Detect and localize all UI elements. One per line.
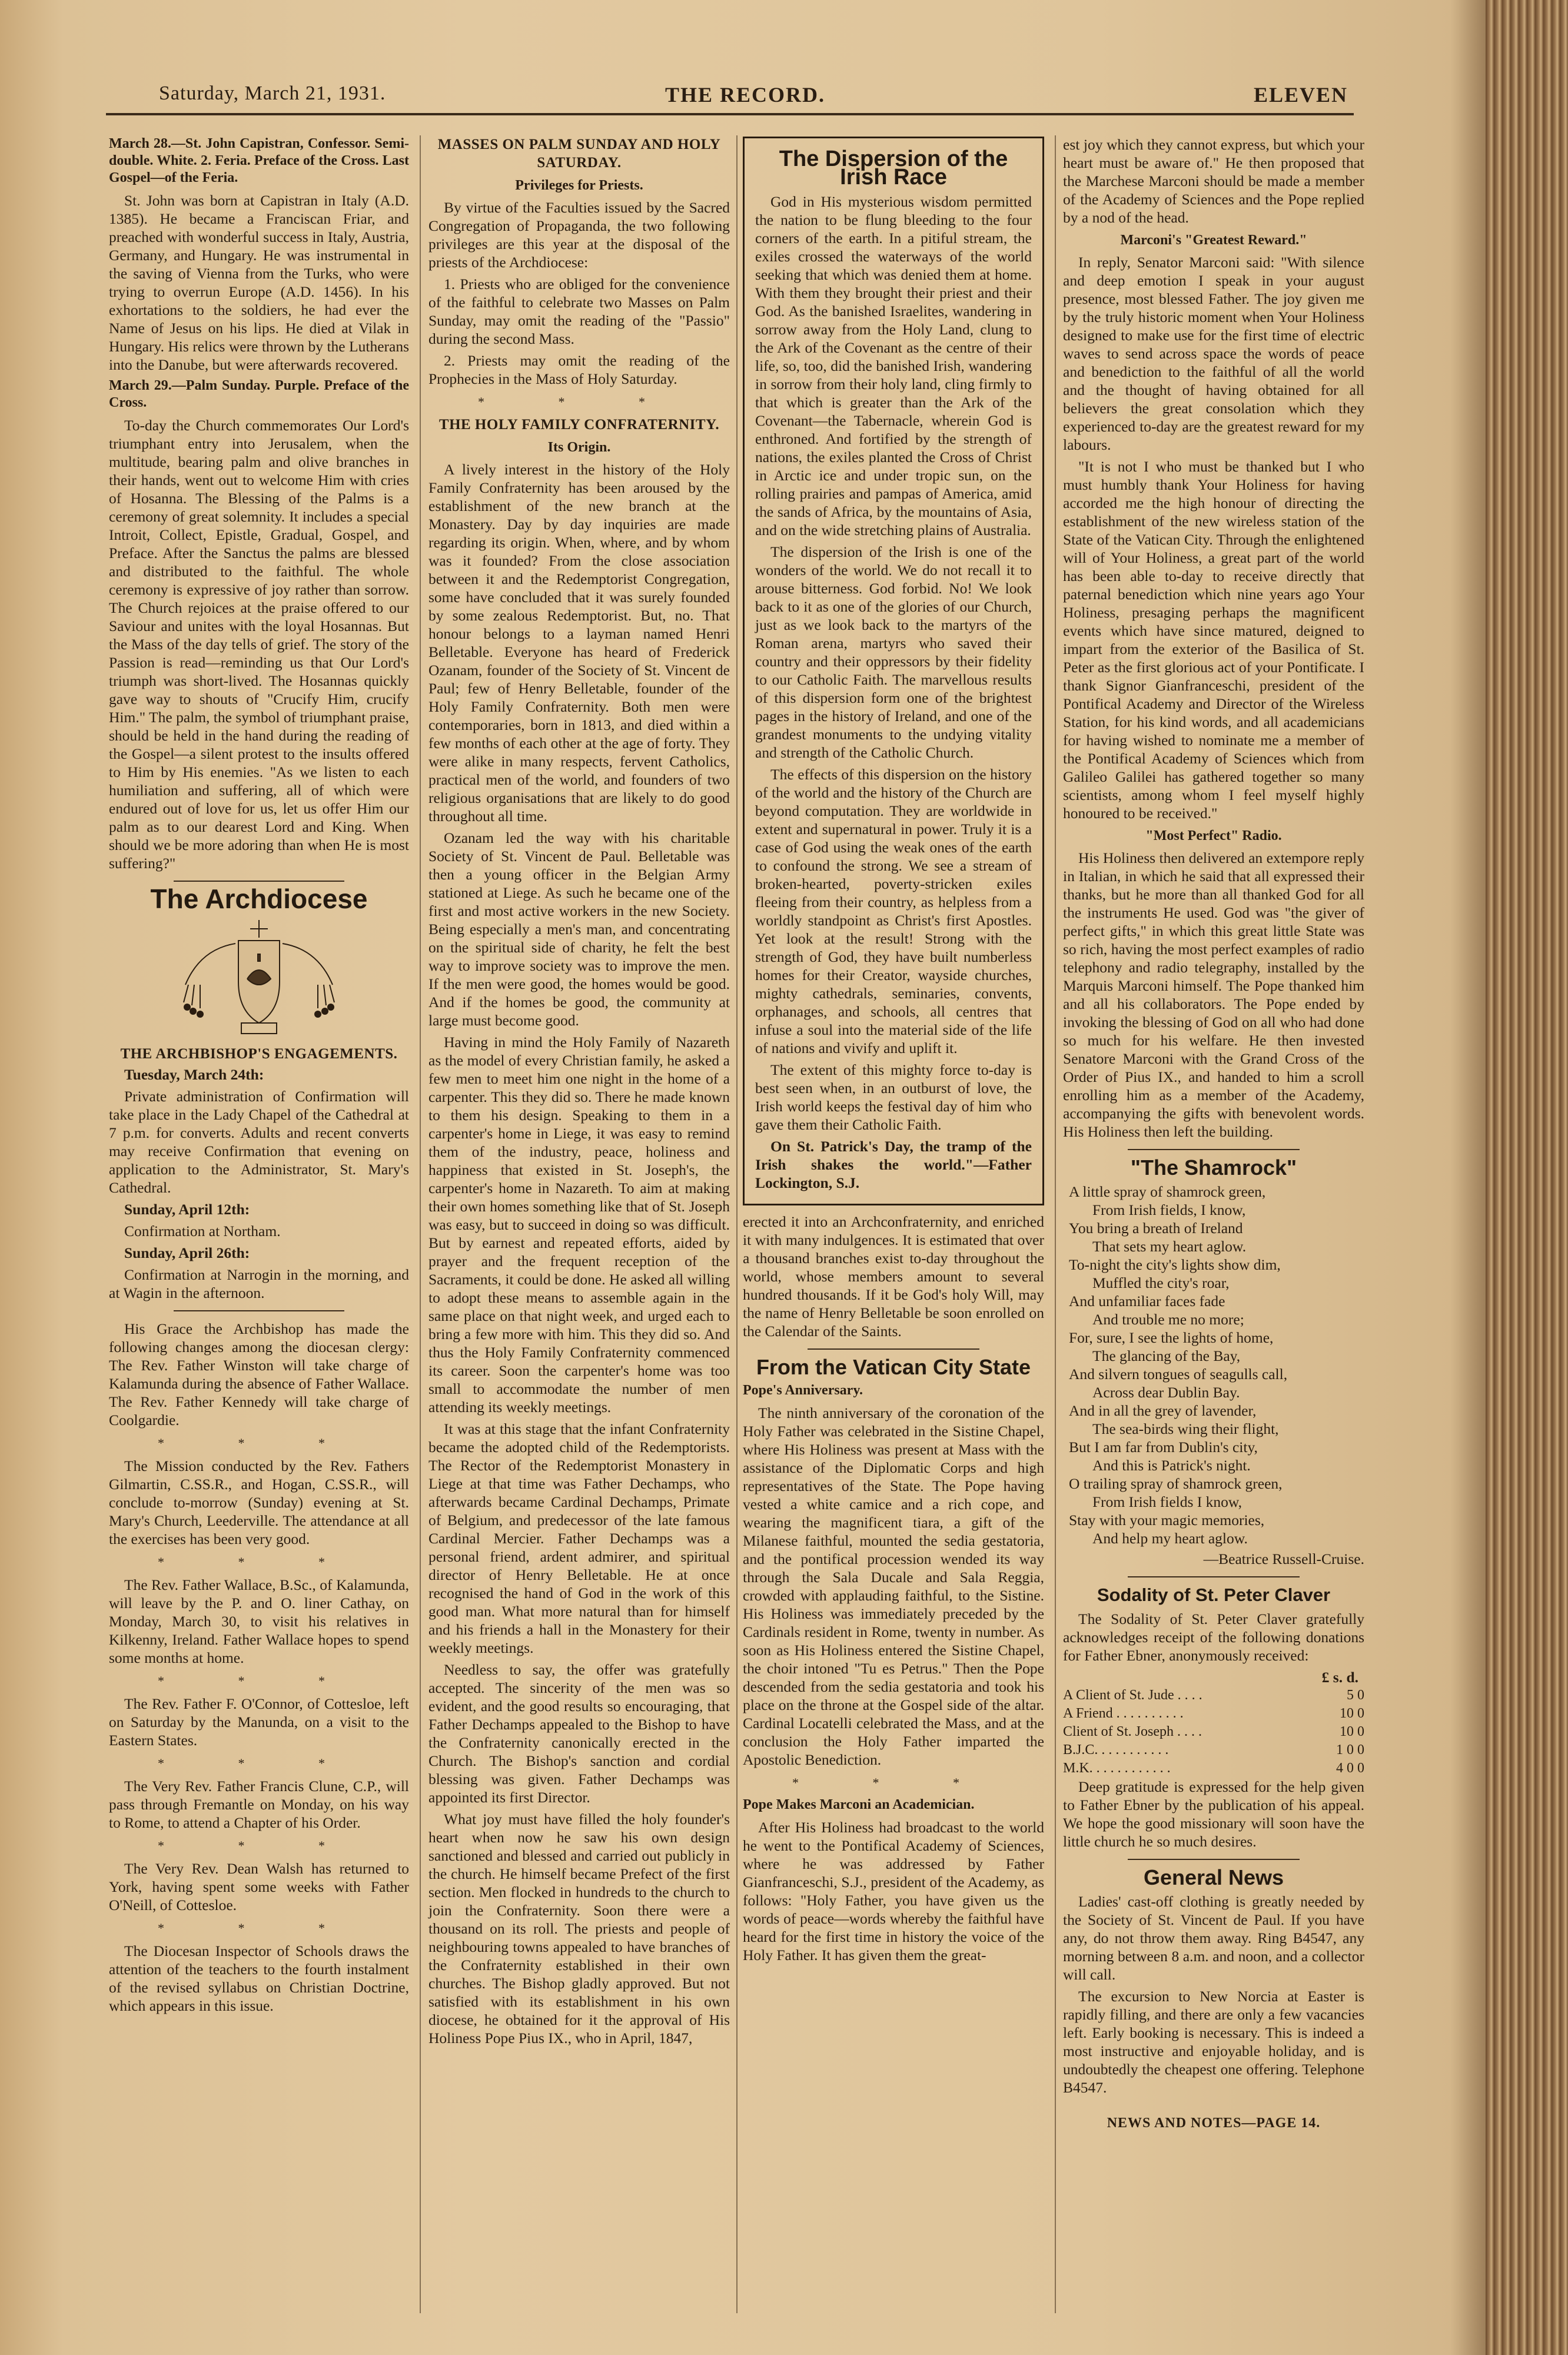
poem-line: But I am far from Dublin's city, [1069,1439,1258,1456]
paragraph: His Holiness then delivered an extempore reply in Italian, in which he said that all expressed their thanks, but he more than all thanked God for all the instruments He used. God was "the giver of perfect gifts," in which this great little State was so rich, having the most perfect examples of radio telephony and radio telegraphy, installed by the Marquis Marconi himself. The Pope thanked him and all his collaborators. The Pope ended by invoking the blessing of God on all who had done so much for his welfare. He then invested Senatore Marconi with the Grand Cross of the Order of Pius IX., and handed to him a scroll enrolling him as a member of the Academy, accompanying the gifts with benevolent words. His Holiness then left the building. [1063,849,1364,1140]
star-separator: * * * [158,1436,360,1450]
poem-title: "The Shamrock" [1130,1155,1297,1180]
paragraph: What joy must have filled the holy founder's heart when now he saw his own design sanctioned and blessed and carried out publicly in the church. He himself became Prefect of the first section. Men flocked in hundreds to the church to join the Confraternity. Soon there were a thousand on its roll. The priests and people of neighbouring towns appealed to have branches of the Confraternity established in their own churches. The Bishop gladly approved. But not satisfied with its establishment in his own diocese, he obtained for it the approval of His Holiness Pope Pius IX., who in April, 1847, [428,1811,730,2047]
donor-name: A Friend . . . . . . . . . . [1063,1706,1184,1721]
archdiocese-crest-icon [171,914,347,1038]
paragraph: By virtue of the Faculties issued by the Sacred Congregation of Propaganda, the two following privileges are this year at the disposal of the priests of the Archdiocese: [428,199,730,271]
paragraph: The Sodality of St. Peter Claver gratefully acknowledges receipt of the following donations for Father Ebner, anonymously received: [1063,1610,1364,1664]
donation-row [1063,1686,1364,1705]
calendar-entry: March 28.—St. John Capistran, Confessor. Semi-double. White. 2. Feria. Preface of the Cross. Last Gospel—of the Feria. [109,136,409,185]
engagement-text: Private administration of Confirmation will take place in the Lady Chapel of the Cathedral at 7 p.m. for converts. Adults and recent converts may receive Confirmation that evening on application to the Administrator, St. Mary's Cathedral. [109,1088,409,1196]
separator [1128,1149,1300,1150]
engagements-heading: THE ARCHBISHOP'S ENGAGEMENTS. [120,1046,398,1062]
poem-line: O trailing spray of shamrock green, [1069,1475,1283,1492]
engagement-date: Sunday, April 12th: [124,1201,250,1218]
donor-name: Client of St. Joseph . . . . [1063,1724,1202,1739]
donation-amount: 10 0 [1340,1724,1364,1739]
donation-amount: 1 0 0 [1336,1742,1364,1758]
paragraph: 1. Priests who are obliged for the convenience of the faithful to celebrate two Masses on Palm Sunday, may omit the reading of the "Passio" during the second Mass. [428,275,730,347]
paragraph: erected it into an Archconfraternity, and enriched it with many indulgences. It is estimated that over a thousand branches exist to-day throughout the world, whose members amount to several hundred thousands. If it be God's holy Will, may the name of Henry Belletable be soon enrolled on the Calendar of the Saints. [743,1213,1044,1340]
poem-line: And in all the grey of lavender, [1069,1402,1257,1419]
donation-currency-header: £ s. d. [1321,1669,1358,1686]
poem-line: The glancing of the Bay, [1092,1347,1241,1364]
paragraph: Deep gratitude is expressed for the help given to Father Ebner by the publication of his appeal. We hope the good missionary will soon have the little church he so much desires. [1063,1778,1364,1850]
paragraph: The Rev. Father F. O'Connor, of Cottesloe, left on Saturday by the Manunda, on a visit to the Eastern States. [109,1695,409,1749]
donation-row [1063,1741,1364,1759]
poem-line: From Irish fields I know, [1092,1493,1243,1510]
donation-row [1063,1723,1364,1741]
general-news-heading: General News [1143,1865,1284,1889]
poem-line: Stay with your magic memories, [1069,1512,1265,1529]
paragraph: God in His mysterious wisdom permitted the nation to be flung bleeding to the four corners of the earth. In a pitiful stream, the exiles crossed the waterways of the world seeking that which was denied them at home. With them they brought their priest and their God. As the banished Israelites, wandering in sorrow away from the Holy Land, clung to the Ark of the Covenant as the centre of their life, so, too, did the banished Irish, wandering in sorrow from their holy land, cling firmly to that which is greater than the Ark of the Covenant—the Tabernacle, wherein God is enthroned. And fortified by the strength of nations, the exiles planted the Cross of Christ in Arctic ice and under tropic sun, on the rolling prairies and pampas of America, amid the sands of Africa, by the mountains of Asia, and on the wide stretching plains of Australia. [755,193,1032,539]
donation-row [1063,1705,1364,1723]
header-page-number: ELEVEN [1254,83,1348,107]
paragraph: est joy which they cannot express, but which your heart must be aware of." He then proposed that the Marchese Marconi should be made a member of the Academy of Sciences and the Pope replied by a nod of the head. [1063,136,1364,226]
poem-line: And silvern tongues of seagulls call, [1069,1366,1288,1383]
column-2 [428,135,730,2051]
paragraph: In reply, Senator Marconi said: "With silence and deep emotion I speak in your august presence, most blessed Father. The joy given me by the truly historic moment when Your Holiness designed to make use for the first time of electric waves to send across space the words of peace and benediction to the faithful of all the world and the thought of having obtained for all believers the great consolation which they experienced to-day are the greatest reward for my labours. [1063,254,1364,453]
donor-name: B.J.C. . . . . . . . . . . [1063,1742,1169,1758]
paragraph: To-day the Church commemorates Our Lord's triumphant entry into Jerusalem, when the multitude, bearing palm and olive branches in their hands, went out to welcome Him with cries of Hosanna. The Blessing of the Palms is a ceremony of great solemnity. It includes a special Introit, Collect, Epistle, Gradual, Gospel, and Preface. After the Sanctus the palms are blessed and distributed to the faithful. The whole ceremony is expressive of joy rather than sorrow. The Church rejoices at the praise offered to our Saviour and unites with the loyal Hosannas. But the Mass of the day tells of grief. The story of the Passion is read—reminding us that Our Lord's triumph was short-lived. The Hosannas quickly gave way to shouts of "Crucify Him, crucify Him." The palm, the symbol of triumphant praise, should be held in the hand during the reading of the Gospel—a silent protest to the insults offered to Him by His enemies. "As we listen to each humiliation and suffering, all of which were endured out of love for us, let us offer Him our palm as to our dearest Lord and King. When should we be more adoring than when He is most suffering?" [109,417,409,872]
paragraph: On St. Patrick's Day, the tramp of the Irish shakes the world."—Father Lockington, S.J. [755,1138,1032,1191]
header-rule [106,113,1354,115]
separator [174,881,344,882]
poem-line: From Irish fields, I know, [1092,1201,1246,1218]
paragraph: The extent of this mighty force to-day is best seen when, in an outburst of love, the Irish world keeps the festival day of him who gave them their Catholic Faith. [755,1061,1032,1133]
poem-line: That sets my heart aglow. [1092,1238,1247,1255]
paragraph: Ladies' cast-off clothing is greatly needed by the Society of St. Vincent de Paul. If you have any, do not throw them away. Ring B4547, any morning between 8 a.m. and noon, and a collector will call. [1063,1893,1364,1983]
page-curl-shadow [1450,0,1486,2355]
poem-line: Muffled the city's roar, [1092,1274,1230,1291]
separator [174,1310,344,1311]
paragraph: His Grace the Archbishop has made the following changes among the diocesan clergy: The Rev. Father Winston will take charge of Kalamunda during the absence of Father Wallace. The Rev. Father Kennedy will take charge of Coolgardie. [109,1320,409,1429]
paragraph: The Mission conducted by the Rev. Fathers Gilmartin, C.SS.R., and Hogan, C.SS.R., will conclude to-morrow (Sunday) evening at St. Mary's Church, Leederville. The attendance at all the exercises has been very good. [109,1457,409,1547]
poem-author: —Beatrice Russell-Cruise. [1203,1550,1364,1567]
paragraph: Needless to say, the offer was gratefully accepted. The sincerity of the men was so evident, and the good results so encouraging, that Father Dechamps appealed to the Bishop to have the Confraternity canonically erected in the Church. The Bishop's sanction and cordial blessing was given. Father Dechamps was appointed its first Director. [428,1661,730,1806]
poem-line: And help my heart aglow. [1092,1530,1248,1547]
paragraph: The Very Rev. Dean Walsh has returned to York, having spent some weeks with Father O'Neill, of Cottesloe. [109,1860,409,1914]
poem-line: And unfamiliar faces fade [1069,1293,1225,1310]
engagement-date: Sunday, April 26th: [124,1244,250,1261]
poem-line: Across dear Dublin Bay. [1092,1384,1240,1401]
paragraph: The effects of this dispersion on the history of the world and the history of the Church are beyond computation. They are worldwide in extent and supernatural in power. Truly it is a case of God using the weak ones of the earth to confound the strong. We see a stream of broken-hearted, poverty-stricken exiles fleeing from their country, as helpless from a worldly standpoint as Christ's first Apostles. Yet look at the result! Strong with the strength of God, they have built numberless homes for their Creator, wayside churches, mighty cathedrals, seminaries, convents, orphanages, and schools, all centres that infuse a soul into the material side of the life of nations and vivify and uplift it. [755,766,1032,1057]
subheading: "Most Perfect" Radio. [1145,828,1282,843]
subheading: Pope Makes Marconi an Academician. [743,1797,975,1812]
article-heading: MASSES ON PALM SUNDAY AND HOLY SATURDAY. [437,137,721,171]
column-divider [420,135,421,2313]
column-1 [109,135,409,2018]
paragraph: The excursion to New Norcia at Easter is rapidly filling, and there are only a few vacancies left. Early booking is necessary. This is indeed a most instructive and enjoyable holiday, and is undoubtedly the cheapest one offering. Telephone B4547. [1063,1988,1364,2096]
separator [808,1348,979,1350]
paragraph: The dispersion of the Irish is one of the wonders of the world. We do not recall it to arouse bitterness. God forbid. No! We look back to it as one of the glories of our Church, just as we look back to the martyrs of the Roman arena, martyrs who saved their country and their oppressors by their fidelity to our Catholic Faith. The marvellous results of this dispersion form one of the brightest pages in the history of Ireland, and one of the grandest monuments to the undying vitality and strength of the Catholic Church. [755,543,1032,761]
paragraph: The ninth anniversary of the coronation of the Holy Father was celebrated in the Sistine Chapel, where His Holiness was present at Mass with the assistance of the Diplomatic Corps and high representatives of the State. The Pope having vested a white camice and a rich cope, and wearing the magnificent tiara, a gift of the Milanese faithful, mounted the sedia gestatoria, and the pontifical procession wended its way through the Sala Ducale and Sala Reggia, crowded with applauding faithful, to the Sistine. His Holiness was immediately preceded by the Cardinals resident in Rome, twenty in number. As soon as His Holiness entered the Sistine Chapel, the choir intoned "Tu es Petrus." Then the Pope descended from the sedia gestatoria and took his place on the throne at the Gospel side of the altar. Cardinal Locatelli celebrated the Mass, and at the conclusion the Holy Father imparted the Apostolic Benediction. [743,1404,1044,1768]
donation-amount: 4 0 0 [1336,1761,1364,1776]
star-separator: * * * [158,1838,360,1853]
subheading: Marconi's "Greatest Reward." [1120,232,1307,248]
paragraph: St. John was born at Capistran in Italy (A.D. 1385). He became a Franciscan Friar, and preached with wonderful success in Italy, Austria, Germany, and Hungary. He was instrumental in the saving of Vienna from the Turks, who were trying to overrun Europe (A.D. 1456). In his exhortations to the soldiers, he had ever the Name of Jesus on his lips. He died at Vilak in Hungary. His relics were thrown by the Lutherans into the Danube, but were afterwards recovered. [109,192,409,373]
paragraph: It was at this stage that the infant Confraternity became the adopted child of the Redemptorists. The Rector of the Redemptorist Monastery in Liege at that time was Father Dechamps, who afterwards became Cardinal Dechamps, Primate of Belgium, and predecessor of the late famous Cardinal Mercier. Father Dechamps was a personal friend, ardent admirer, and spiritual director of Henry Belletable. He at once recognised the hand of God in the work of this good man. What more natural than for himself and his friends a hall in the Monastery for their weekly meetings. [428,1420,730,1656]
column-3 [743,135,1044,1968]
engagement-text: Confirmation at Northam. [124,1223,281,1240]
engagement-date: Tuesday, March 24th: [124,1066,264,1083]
continuation-note: NEWS AND NOTES—PAGE 14. [1107,2115,1321,2131]
paragraph: Ozanam led the way with his charitable Society of St. Vincent de Paul. Belletable was then a young officer in the Belgian Army stationed at Liege. As such he became one of the first and most active workers in the new Society. Being especially a men's man, and concentrating on the spiritual side of charity, he felt the best way to improve society was to improve the men. If the men were good, the homes would be good. And if the homes be good, the community at large must become good. [428,829,730,1029]
star-separator: * * * [158,1921,360,1935]
column-divider [736,135,738,2313]
sodality-heading: Sodality of St. Peter Claver [1097,1585,1331,1605]
vatican-heading: From the Vatican City State [756,1355,1031,1379]
star-separator: * * * [158,1673,360,1688]
paragraph: The Diocesan Inspector of Schools draws the attention of the teachers to the fourth instalment of the revised syllabus on Christian Doctrine, which appears in this issue. [109,1942,409,2014]
poem-line: To-night the city's lights show dim, [1069,1256,1281,1273]
star-separator: * * * [478,394,680,409]
paragraph: "It is not I who must be thanked but I who must humbly thank Your Holiness for having accorded me the high honour of directing the establishment of the new wireless station of the State of the Vatican City. Through the enlightened will of Your Holiness, a great part of the world has been able to-day to receive directly that paternal benediction which nine years ago Your Holiness, presaging perhaps the magnificent events which have since matured, deigned to impart from the exterior of the Basilica of St. Peter as the first glorious act of your Pontificate. I thank Signor Gianfranceschi, president of the Pontifical Academy and Director of the Wireless Station, for his kind words, and all academicians for having wished to nominate me a member of the Pontifical Academy of Sciences which from Galileo Galilei has gathered together so many scientists, among whom I feel myself highly honoured to be received." [1063,458,1364,822]
poem-line: And this is Patrick's night. [1092,1457,1251,1474]
paragraph: The Very Rev. Father Francis Clune, C.P., will pass through Fremantle on Monday, on his way to Rome, to attend a Chapter of his Order. [109,1778,409,1831]
archdiocese-heading: The Archdiocese [150,883,368,914]
boxed-article-title: The Dispersion of the Irish Race [779,147,1008,190]
poem-line: For, sure, I see the lights of home, [1069,1329,1274,1346]
donation-row [1063,1759,1364,1778]
poem-line: You bring a breath of Ireland [1069,1220,1243,1237]
poem-line: The sea-birds wing their flight, [1092,1420,1279,1437]
boxed-article [743,137,1044,1205]
star-separator: * * * [158,1555,360,1569]
subheading: Privileges for Priests. [515,178,643,193]
header-date: Saturday, March 21, 1931. [159,82,386,104]
separator [1128,1576,1300,1577]
subheading: Pope's Anniversary. [743,1383,863,1398]
paragraph: A lively interest in the history of the Holy Family Confraternity has been aroused by the establishment of the new branch at the Monastery. Day by day inquiries are made regarding its origin. When, where, and by whom was it founded? From the close association between it and the Redemptorist Congregation, some have concluded that it was surely founded by some zealous Redemptorist. But, no. That honour belongs to a layman named Henri Belletable. Everyone has heard of Frederick Ozanam, founder of the Society of St. Vincent de Paul; few of Henry Belletable, founder of the Holy Family Confraternity. Both men were contemporaries, born in 1813, and died within a few months of each other at the age of forty. They were alike in many respects, fervent Catholics, practical men of the world, and founders of two religious organisations that are likely to do good throughout all time. [428,461,730,825]
poem-line: And trouble me no more; [1092,1311,1244,1328]
star-separator: * * * [158,1756,360,1771]
engagement-text: Confirmation at Narrogin in the morning, and at Wagin in the afternoon. [109,1266,409,1301]
star-separator: * * * [792,1775,995,1790]
paragraph: After His Holiness had broadcast to the world he went to the Pontifical Academy of Sciences, where he was addressed by Father Gianfranceschi, S.J., president of the Academy, as follows: "Holy Father, you have given us the words of peace—words whereby the faithful have heard for the first time in history the voice of the Holy Father. It has given them the great- [743,1819,1044,1964]
column-4 [1063,135,1364,2133]
paragraph: The Rev. Father Wallace, B.Sc., of Kalamunda, will leave by the P. and O. liner Cathay, on Monday, March 30, to visit his relatives in Kilkenny, Ireland. Father Wallace hopes to spend some months at home. [109,1576,409,1666]
header-paper-title: THE RECORD. [665,83,826,107]
book-binding [1486,0,1568,2355]
donor-name: A Client of St. Jude . . . . [1063,1688,1202,1703]
column-divider [1055,135,1056,2313]
donations-table [1063,1686,1364,1778]
paragraph: 2. Priests may omit the reading of the Prophecies in the Mass of Holy Saturday. [428,352,730,387]
donor-name: M.K. . . . . . . . . . . . [1063,1761,1171,1776]
poem [1069,1183,1364,1547]
donation-amount: 10 0 [1340,1706,1364,1721]
poem-line: A little spray of shamrock green, [1069,1183,1266,1200]
article-heading: THE HOLY FAMILY CONFRATERNITY. [438,417,720,433]
donation-amount: 5 0 [1347,1688,1364,1703]
separator [1128,1859,1300,1860]
subheading: Its Origin. [547,440,611,455]
paragraph: Having in mind the Holy Family of Nazareth as the model of every Christian family, he asked a few men to meet him one night in the home of a carpenter. This they did so. There he made known to them his design. Speaking to them in a carpenter's home in Liege, it was easy to remind them of the industry, peace, holiness and happiness that existed in St. Joseph's, the carpenter's home in Nazareth. To aim at making their own homes something like that of St. Joseph was easy, but to succeed in doing so was difficult. But by earnest and repeated efforts, aided by prayer and the frequent reception of the Sacraments, it could be done. He asked all willing to adopt these means to assemble again in the same place on that night week, and urged each to bring a few more with him. This they did so. And thus the Holy Family Confraternity commenced its career. Soon the carpenter's home was too small to accommodate the number of men attending its weekly meetings. [428,1034,730,1416]
calendar-entry: March 29.—Palm Sunday. Purple. Preface of the Cross. [109,378,409,410]
